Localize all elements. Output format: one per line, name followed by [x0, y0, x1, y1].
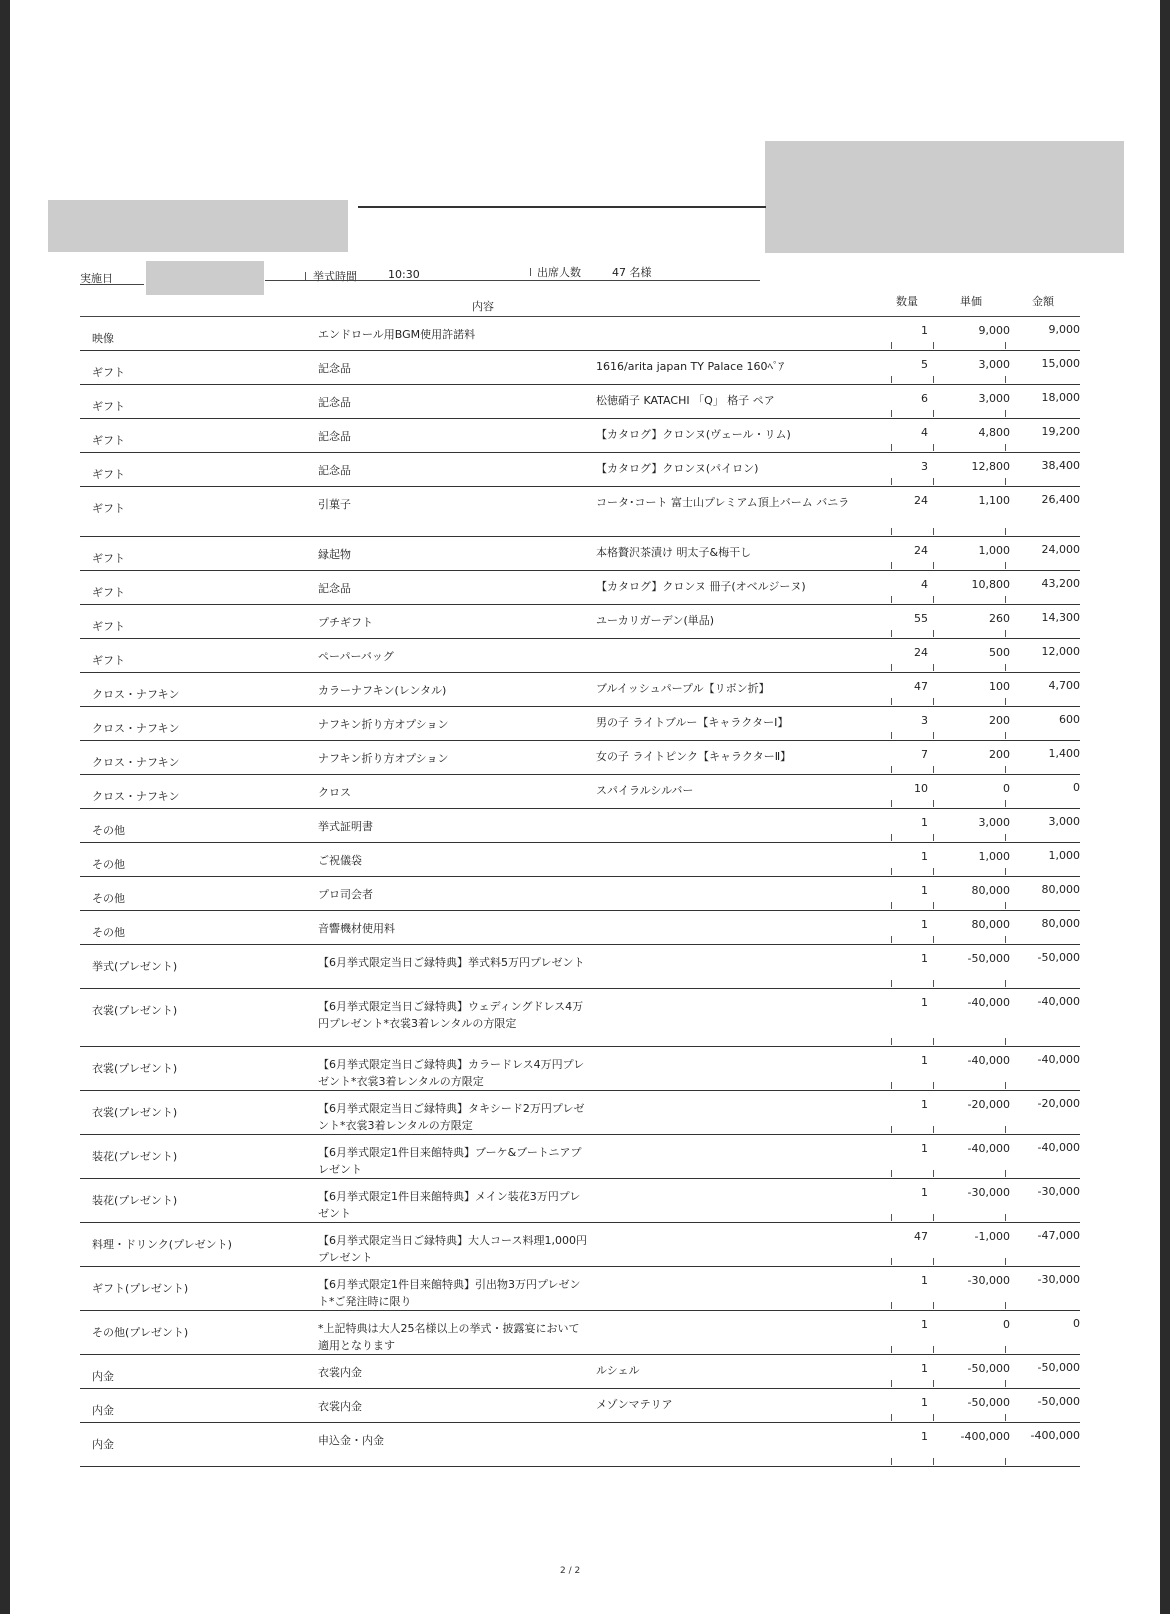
row-amount: 80,000 — [1041, 917, 1080, 930]
row-unit-price: 80,000 — [971, 884, 1010, 897]
row-divider — [80, 1466, 1080, 1467]
row-category: ギフト — [92, 552, 125, 565]
row-detail: 1616/arita japan TY Palace 160ﾍﾟｱ — [596, 360, 784, 373]
row-category: ギフト — [92, 620, 125, 633]
column-tick — [891, 596, 892, 603]
column-tick — [891, 630, 892, 637]
row-qty: 1 — [921, 816, 928, 829]
column-tick — [1005, 410, 1006, 417]
row-item: ご祝儀袋 — [318, 854, 362, 867]
row-unit-price: 1,000 — [978, 544, 1010, 557]
row-divider — [80, 1266, 1080, 1267]
row-item: 縁起物 — [318, 548, 351, 561]
row-item: 引菓子 — [318, 498, 351, 511]
row-divider — [80, 740, 1080, 741]
row-unit-price: 12,800 — [971, 460, 1010, 473]
column-tick — [891, 800, 892, 807]
row-category: 挙式(プレゼント) — [92, 960, 178, 973]
row-category: ギフト — [92, 400, 125, 413]
column-tick — [1005, 478, 1006, 485]
row-category: その他 — [92, 858, 125, 871]
row-amount: -50,000 — [1037, 1361, 1080, 1374]
row-category: 衣裳(プレゼント) — [92, 1004, 178, 1017]
row-item: クロス — [318, 786, 351, 799]
row-detail: 女の子 ライトピンク【キャラクターⅡ】 — [596, 750, 792, 763]
row-qty: 1 — [921, 1396, 928, 1409]
column-tick — [891, 1126, 892, 1133]
row-divider — [80, 384, 1080, 385]
column-tick — [1005, 596, 1006, 603]
row-unit-price: 3,000 — [978, 358, 1010, 371]
column-tick — [1005, 444, 1006, 451]
row-amount: -40,000 — [1037, 1053, 1080, 1066]
row-unit-price: 1,000 — [978, 850, 1010, 863]
row-qty: 4 — [921, 426, 928, 439]
column-tick — [1005, 630, 1006, 637]
row-category: クロス・ナフキン — [92, 688, 180, 701]
row-item: プロ司会者 — [318, 888, 373, 901]
row-category: 装花(プレゼント) — [92, 1194, 178, 1207]
row-divider — [80, 774, 1080, 775]
column-tick — [1005, 1038, 1006, 1045]
ceremony-time-value: 10:30 — [388, 268, 420, 281]
row-unit-price: 200 — [989, 748, 1010, 761]
column-tick — [933, 528, 934, 535]
row-item: ナフキン折り方オプション — [318, 752, 449, 765]
column-tick — [933, 444, 934, 451]
row-amount: 18,000 — [1041, 391, 1080, 404]
row-item: 記念品 — [318, 362, 351, 375]
column-tick — [1005, 1302, 1006, 1309]
row-qty: 24 — [914, 494, 928, 507]
row-detail: コータ･コート 富士山プレミアム頂上バーム バニラ — [596, 496, 850, 509]
row-category: 内金 — [92, 1404, 114, 1417]
column-tick — [891, 1380, 892, 1387]
column-tick — [1005, 342, 1006, 349]
column-tick — [933, 766, 934, 773]
row-divider — [80, 808, 1080, 809]
column-tick — [891, 1214, 892, 1221]
row-amount: 15,000 — [1041, 357, 1080, 370]
row-category: ギフト — [92, 434, 125, 447]
row-category: 内金 — [92, 1370, 114, 1383]
row-unit-price: 100 — [989, 680, 1010, 693]
column-tick — [1005, 664, 1006, 671]
column-tick — [933, 562, 934, 569]
row-unit-price: -40,000 — [967, 996, 1010, 1009]
column-tick — [891, 1082, 892, 1089]
row-amount: -30,000 — [1037, 1185, 1080, 1198]
row-amount: -40,000 — [1037, 1141, 1080, 1154]
row-detail: 【カタログ】クロンヌ 冊子(オベルジーヌ) — [596, 580, 806, 593]
row-amount: 24,000 — [1041, 543, 1080, 556]
row-qty: 47 — [914, 1230, 928, 1243]
row-item: 【6月挙式限定1件目来館特典】ブーケ&ブートニアプレゼント — [318, 1146, 582, 1176]
row-detail: スパイラルシルバー — [596, 784, 694, 797]
row-amount: 38,400 — [1041, 459, 1080, 472]
row-unit-price: 200 — [989, 714, 1010, 727]
column-tick — [933, 732, 934, 739]
row-amount: -30,000 — [1037, 1273, 1080, 1286]
column-tick — [933, 410, 934, 417]
row-amount: -47,000 — [1037, 1229, 1080, 1242]
row-item: 【6月挙式限定1件目来館特典】メイン装花3万円プレゼント — [318, 1190, 581, 1220]
column-tick — [891, 1346, 892, 1353]
row-divider — [80, 706, 1080, 707]
column-tick — [933, 868, 934, 875]
row-item: 記念品 — [318, 464, 351, 477]
row-item: *上記特典は大人25名様以上の挙式・披露宴において適用となります — [318, 1322, 580, 1352]
row-qty: 1 — [921, 1362, 928, 1375]
row-detail: ルシェル — [596, 1364, 640, 1377]
column-tick — [891, 936, 892, 943]
row-unit-price: 260 — [989, 612, 1010, 625]
column-tick — [933, 664, 934, 671]
row-divider — [80, 1134, 1080, 1135]
column-tick — [1005, 732, 1006, 739]
row-divider — [80, 350, 1080, 351]
row-amount: 0 — [1073, 781, 1080, 794]
row-category: その他 — [92, 926, 125, 939]
row-category: 映像 — [92, 332, 114, 345]
column-tick — [891, 698, 892, 705]
row-unit-price: -40,000 — [967, 1142, 1010, 1155]
row-item: 【6月挙式限定当日ご縁特典】タキシード2万円プレゼント*衣裳3着レンタルの方限定 — [318, 1102, 585, 1132]
column-tick — [933, 478, 934, 485]
row-unit-price: -1,000 — [974, 1230, 1010, 1243]
column-tick — [933, 1126, 934, 1133]
row-divider — [80, 570, 1080, 571]
row-category: クロス・ナフキン — [92, 722, 180, 735]
column-tick — [1005, 1170, 1006, 1177]
date-label: 実施日 — [80, 272, 113, 285]
column-tick — [1005, 1346, 1006, 1353]
row-qty: 1 — [921, 1318, 928, 1331]
column-tick — [891, 868, 892, 875]
row-item: 【6月挙式限定当日ご縁特典】大人コース料理1,000円プレゼント — [318, 1234, 587, 1264]
row-qty: 55 — [914, 612, 928, 625]
column-tick — [1005, 562, 1006, 569]
column-tick — [891, 1170, 892, 1177]
row-divider — [80, 486, 1080, 487]
col-header-amount: 金額 — [1032, 295, 1054, 308]
row-amount: 14,300 — [1041, 611, 1080, 624]
row-divider — [80, 418, 1080, 419]
row-divider — [80, 604, 1080, 605]
row-unit-price: 500 — [989, 646, 1010, 659]
row-category: 内金 — [92, 1438, 114, 1451]
column-tick — [933, 376, 934, 383]
col-header-qty: 数量 — [896, 295, 918, 308]
row-qty: 3 — [921, 714, 928, 727]
row-item: 申込金・内金 — [318, 1434, 384, 1447]
row-unit-price: -50,000 — [967, 1396, 1010, 1409]
row-detail: 松徳硝子 KATACHI 「Q」 格子 ペア — [596, 394, 775, 407]
row-amount: -40,000 — [1037, 995, 1080, 1008]
row-amount: 4,700 — [1048, 679, 1080, 692]
row-detail: 男の子 ライトブルー【キャラクターⅠ】 — [596, 716, 789, 729]
row-qty: 24 — [914, 646, 928, 659]
column-tick — [1005, 1458, 1006, 1465]
row-unit-price: 10,800 — [971, 578, 1010, 591]
column-tick — [891, 1414, 892, 1421]
row-divider — [80, 672, 1080, 673]
row-divider — [80, 876, 1080, 877]
row-amount: 1,000 — [1048, 849, 1080, 862]
row-category: ギフト(プレゼント) — [92, 1282, 189, 1295]
row-qty: 1 — [921, 1430, 928, 1443]
row-amount: 600 — [1059, 713, 1080, 726]
row-item: 衣裳内金 — [318, 1400, 362, 1413]
row-amount: 3,000 — [1048, 815, 1080, 828]
row-unit-price: -400,000 — [960, 1430, 1010, 1443]
column-tick — [933, 1038, 934, 1045]
column-tick — [891, 664, 892, 671]
row-unit-price: 1,100 — [978, 494, 1010, 507]
row-divider — [80, 1388, 1080, 1389]
row-unit-price: 4,800 — [978, 426, 1010, 439]
row-qty: 1 — [921, 850, 928, 863]
row-amount: 1,400 — [1048, 747, 1080, 760]
column-tick — [1005, 1214, 1006, 1221]
row-category: ギフト — [92, 468, 125, 481]
row-qty: 24 — [914, 544, 928, 557]
column-tick — [891, 980, 892, 987]
page-number: 2 / 2 — [560, 1566, 581, 1576]
row-amount: 80,000 — [1041, 883, 1080, 896]
row-item: 挙式証明書 — [318, 820, 373, 833]
row-qty: 7 — [921, 748, 928, 761]
row-divider — [80, 1090, 1080, 1091]
row-unit-price: -20,000 — [967, 1098, 1010, 1111]
row-amount: 26,400 — [1041, 493, 1080, 506]
row-divider — [80, 536, 1080, 537]
row-unit-price: 3,000 — [978, 392, 1010, 405]
row-item: 【6月挙式限定当日ご縁特典】挙式料5万円プレゼント — [318, 956, 585, 969]
column-tick — [891, 528, 892, 535]
column-tick — [933, 936, 934, 943]
column-tick — [933, 342, 934, 349]
column-tick — [1005, 902, 1006, 909]
row-category: その他(プレゼント) — [92, 1326, 189, 1339]
column-tick — [933, 1082, 934, 1089]
row-unit-price: 80,000 — [971, 918, 1010, 931]
row-qty: 1 — [921, 884, 928, 897]
column-tick — [933, 1346, 934, 1353]
row-item: カラーナフキン(レンタル) — [318, 684, 447, 697]
row-unit-price: 3,000 — [978, 816, 1010, 829]
column-tick — [891, 376, 892, 383]
column-tick — [1005, 980, 1006, 987]
column-tick — [933, 980, 934, 987]
row-category: その他 — [92, 824, 125, 837]
row-detail: 【カタログ】クロンヌ(パイロン) — [596, 462, 759, 475]
column-tick — [1005, 868, 1006, 875]
column-tick — [933, 902, 934, 909]
column-tick — [933, 1302, 934, 1309]
row-category: 衣裳(プレゼント) — [92, 1106, 178, 1119]
row-category: その他 — [92, 892, 125, 905]
row-item: 【6月挙式限定当日ご縁特典】カラードレス4万円プレゼント*衣裳3着レンタルの方限定 — [318, 1058, 585, 1088]
row-item: 記念品 — [318, 582, 351, 595]
row-category: クロス・ナフキン — [92, 756, 180, 769]
column-tick — [891, 1258, 892, 1265]
column-tick — [1005, 1380, 1006, 1387]
row-qty: 5 — [921, 358, 928, 371]
column-tick — [933, 1214, 934, 1221]
column-tick — [1005, 1126, 1006, 1133]
row-detail: メゾンマテリア — [596, 1398, 673, 1411]
row-item: 音響機材使用料 — [318, 922, 395, 935]
col-header-unit-price: 単価 — [960, 295, 982, 308]
row-item: プチギフト — [318, 616, 373, 629]
column-tick — [933, 1258, 934, 1265]
column-tick — [891, 766, 892, 773]
row-unit-price: -30,000 — [967, 1186, 1010, 1199]
column-tick — [891, 342, 892, 349]
row-amount: 12,000 — [1041, 645, 1080, 658]
row-qty: 3 — [921, 460, 928, 473]
row-item: ナフキン折り方オプション — [318, 718, 449, 731]
row-qty: 1 — [921, 1098, 928, 1111]
row-qty: 10 — [914, 782, 928, 795]
column-tick — [1005, 800, 1006, 807]
column-tick — [891, 1038, 892, 1045]
row-amount: -50,000 — [1037, 1395, 1080, 1408]
row-qty: 1 — [921, 1142, 928, 1155]
row-divider — [80, 910, 1080, 911]
column-tick — [891, 410, 892, 417]
row-category: 衣裳(プレゼント) — [92, 1062, 178, 1075]
column-tick — [891, 478, 892, 485]
column-tick — [891, 562, 892, 569]
row-qty: 1 — [921, 952, 928, 965]
row-category: 装花(プレゼント) — [92, 1150, 178, 1163]
column-tick — [1005, 698, 1006, 705]
column-tick — [891, 732, 892, 739]
column-tick — [1005, 1258, 1006, 1265]
row-detail: ユーカリガーデン(単品) — [596, 614, 715, 627]
row-amount: 0 — [1073, 1317, 1080, 1330]
row-unit-price: -30,000 — [967, 1274, 1010, 1287]
row-qty: 1 — [921, 1274, 928, 1287]
row-divider — [80, 842, 1080, 843]
row-category: ギフト — [92, 654, 125, 667]
row-qty: 4 — [921, 578, 928, 591]
row-item: 衣裳内金 — [318, 1366, 362, 1379]
row-item: ペーパーバッグ — [318, 650, 394, 663]
col-header-content: 内容 — [472, 300, 494, 313]
column-tick — [933, 1170, 934, 1177]
row-detail: 【カタログ】クロンヌ(ヴェール・リム) — [596, 428, 791, 441]
guests-value: 47 名様 — [612, 266, 652, 279]
row-category: ギフト — [92, 502, 125, 515]
column-tick — [1005, 1082, 1006, 1089]
row-divider — [80, 1310, 1080, 1311]
row-unit-price: -40,000 — [967, 1054, 1010, 1067]
row-amount: -20,000 — [1037, 1097, 1080, 1110]
row-divider — [80, 1354, 1080, 1355]
row-category: 料理・ドリンク(プレゼント) — [92, 1238, 232, 1251]
row-qty: 47 — [914, 680, 928, 693]
row-category: ギフト — [92, 366, 125, 379]
row-item: 【6月挙式限定1件目来館特典】引出物3万円プレゼント*ご発注時に限り — [318, 1278, 581, 1308]
column-tick — [891, 1302, 892, 1309]
row-unit-price: -50,000 — [967, 952, 1010, 965]
row-divider — [80, 944, 1080, 945]
column-tick — [1005, 766, 1006, 773]
row-divider — [80, 1422, 1080, 1423]
row-category: クロス・ナフキン — [92, 790, 180, 803]
row-divider — [80, 638, 1080, 639]
row-unit-price: 9,000 — [978, 324, 1010, 337]
row-detail: ブルイッシュパープル【リボン折】 — [596, 682, 770, 695]
row-divider — [80, 1178, 1080, 1179]
guests-label: 出席人数 — [537, 266, 581, 279]
column-tick — [933, 1458, 934, 1465]
column-tick — [933, 698, 934, 705]
row-qty: 1 — [921, 1054, 928, 1067]
column-tick — [891, 444, 892, 451]
row-qty: 1 — [921, 324, 928, 337]
column-tick — [933, 596, 934, 603]
column-tick — [891, 902, 892, 909]
column-tick — [1005, 936, 1006, 943]
row-qty: 6 — [921, 392, 928, 405]
row-unit-price: 0 — [1003, 1318, 1010, 1331]
row-category: ギフト — [92, 586, 125, 599]
row-item: 記念品 — [318, 396, 351, 409]
column-tick — [933, 1380, 934, 1387]
column-tick — [933, 1414, 934, 1421]
row-qty: 1 — [921, 1186, 928, 1199]
row-amount: -400,000 — [1030, 1429, 1080, 1442]
row-item: 【6月挙式限定当日ご縁特典】ウェディングドレス4万円プレゼント*衣裳3着レンタルの方限定 — [318, 1000, 584, 1030]
column-tick — [1005, 528, 1006, 535]
column-tick — [933, 630, 934, 637]
row-divider — [80, 1222, 1080, 1223]
column-tick — [933, 800, 934, 807]
ceremony-time-label: 挙式時間 — [313, 270, 357, 283]
row-detail: 本格贅沢茶漬け 明太子&梅干し — [596, 546, 752, 559]
row-qty: 1 — [921, 996, 928, 1009]
row-amount: 43,200 — [1041, 577, 1080, 590]
column-tick — [891, 1458, 892, 1465]
row-unit-price: 0 — [1003, 782, 1010, 795]
row-qty: 1 — [921, 918, 928, 931]
column-tick — [933, 834, 934, 841]
row-amount: -50,000 — [1037, 951, 1080, 964]
column-tick — [1005, 834, 1006, 841]
row-unit-price: -50,000 — [967, 1362, 1010, 1375]
column-tick — [1005, 1414, 1006, 1421]
row-divider — [80, 452, 1080, 453]
column-tick — [891, 834, 892, 841]
column-tick — [1005, 376, 1006, 383]
row-item: エンドロール用BGM使用許諾料 — [318, 328, 476, 341]
row-divider — [80, 988, 1080, 989]
row-divider — [80, 1046, 1080, 1047]
row-amount: 9,000 — [1048, 323, 1080, 336]
row-amount: 19,200 — [1041, 425, 1080, 438]
row-item: 記念品 — [318, 430, 351, 443]
